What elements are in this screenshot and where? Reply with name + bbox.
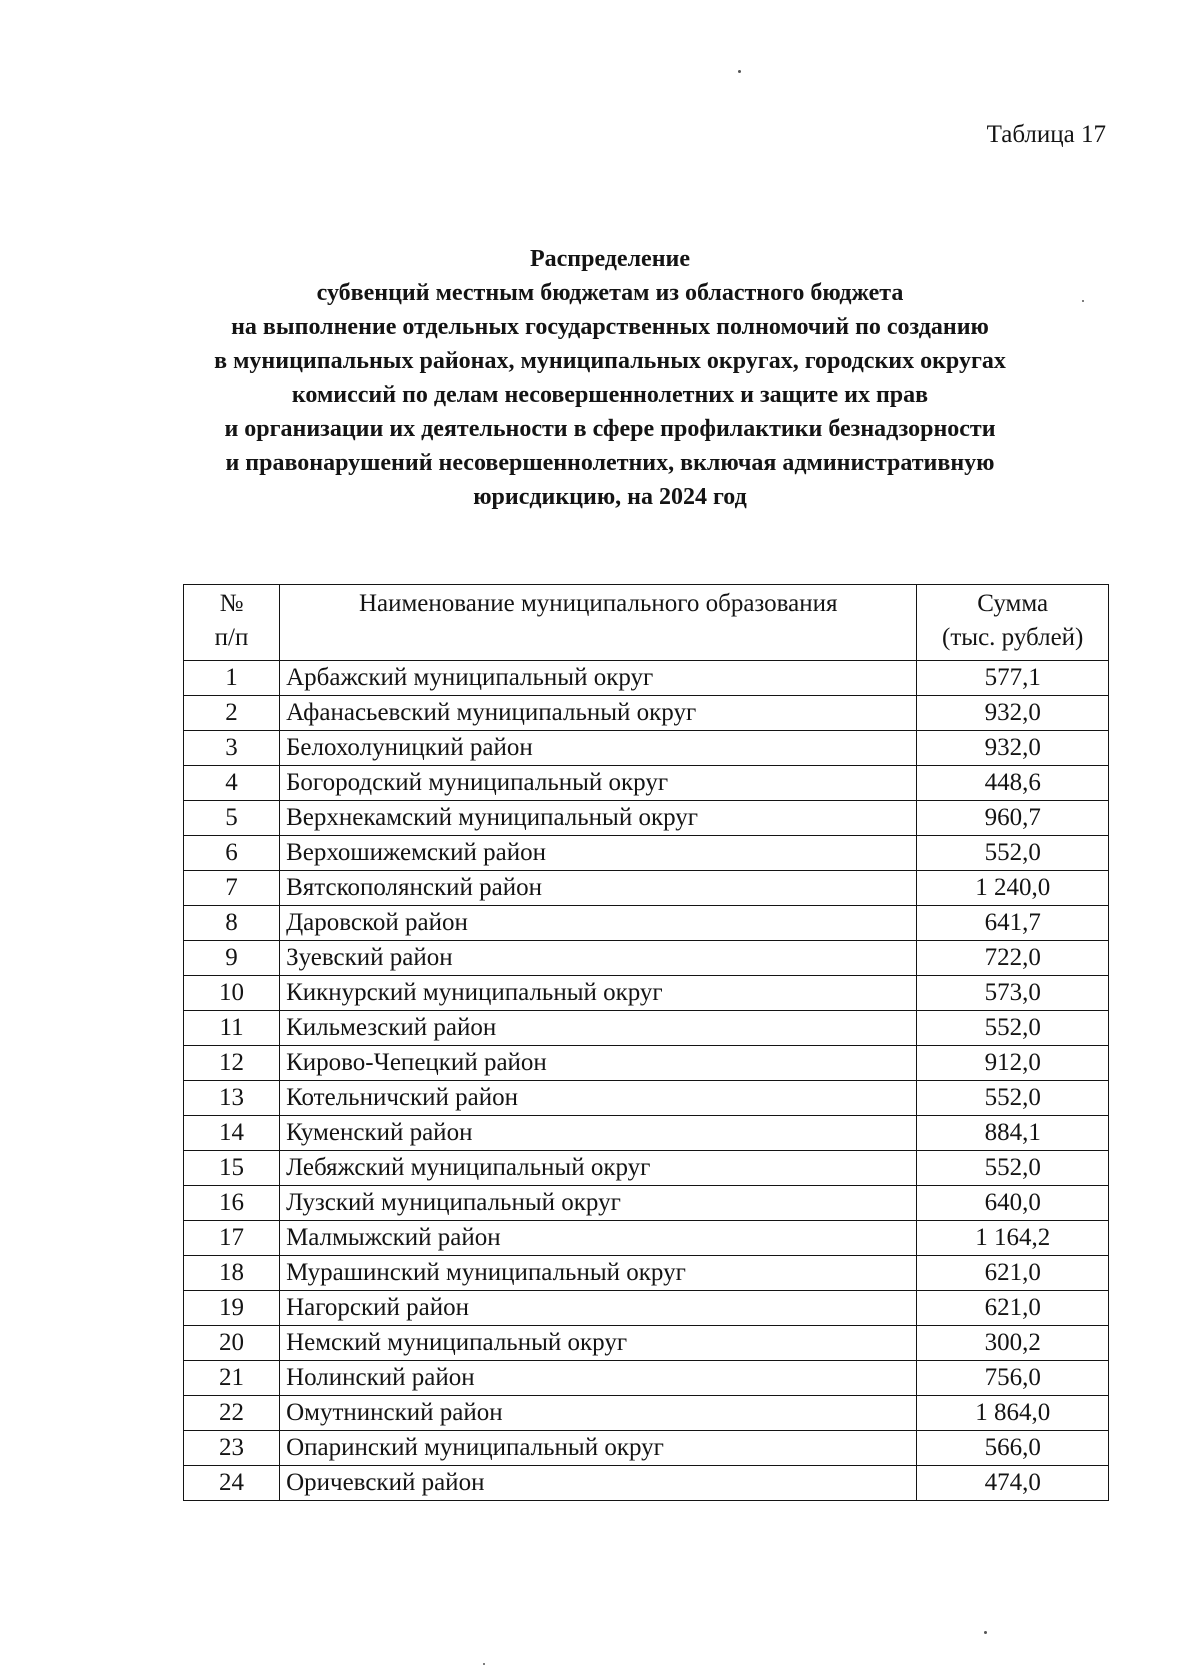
table-row — [184, 1011, 1109, 1046]
table-row — [184, 731, 1109, 766]
title-line: комиссий по делам несовершеннолетних и защите их прав — [291, 382, 929, 408]
cell-municipality-name: Вятскополянский район — [280, 871, 917, 906]
cell-municipality-name: Верхнекамский муниципальный округ — [280, 801, 917, 836]
column-header-name: Наименование муниципального образования — [280, 585, 917, 661]
cell-municipality-name: Кикнурский муниципальный округ — [280, 976, 917, 1011]
cell-number: 6 — [184, 836, 280, 871]
cell-sum: 448,6 — [917, 766, 1109, 801]
cell-municipality-name: Арбажский муниципальный округ — [280, 661, 917, 696]
cell-sum: 566,0 — [917, 1431, 1109, 1466]
cell-municipality-name: Кирово-Чепецкий район — [280, 1046, 917, 1081]
title-line: в муниципальных районах, муниципальных округах, городских округах — [214, 348, 1006, 374]
cell-number: 13 — [184, 1081, 280, 1116]
cell-number: 9 — [184, 941, 280, 976]
cell-number: 23 — [184, 1431, 280, 1466]
cell-sum: 573,0 — [917, 976, 1109, 1011]
cell-sum: 1 164,2 — [917, 1221, 1109, 1256]
document-title — [140, 242, 1080, 514]
table-row — [184, 1291, 1109, 1326]
cell-municipality-name: Куменский район — [280, 1116, 917, 1151]
cell-municipality-name: Белохолуницкий район — [280, 731, 917, 766]
cell-number: 21 — [184, 1361, 280, 1396]
title-line: и правонарушений несовершеннолетних, включая административную — [225, 450, 995, 476]
cell-municipality-name: Оричевский район — [280, 1466, 917, 1501]
table-row — [184, 906, 1109, 941]
table-row — [184, 1186, 1109, 1221]
table-row — [184, 1081, 1109, 1116]
cell-sum: 960,7 — [917, 801, 1109, 836]
cell-sum: 932,0 — [917, 731, 1109, 766]
cell-municipality-name: Зуевский район — [280, 941, 917, 976]
cell-number: 15 — [184, 1151, 280, 1186]
cell-municipality-name: Верхошижемский район — [280, 836, 917, 871]
cell-sum: 577,1 — [917, 661, 1109, 696]
table-row — [184, 1466, 1109, 1501]
title-line: субвенций местным бюджетам из областного бюджета — [316, 280, 904, 306]
table-row — [184, 1326, 1109, 1361]
cell-municipality-name: Немский муниципальный округ — [280, 1326, 917, 1361]
cell-municipality-name: Афанасьевский муниципальный округ — [280, 696, 917, 731]
cell-number: 17 — [184, 1221, 280, 1256]
cell-sum: 552,0 — [917, 836, 1109, 871]
title-line: юрисдикцию, на 2024 год — [473, 484, 747, 510]
cell-number: 24 — [184, 1466, 280, 1501]
cell-sum: 1 864,0 — [917, 1396, 1109, 1431]
column-header-sum-line1: Сумма — [977, 590, 1049, 617]
cell-number: 19 — [184, 1291, 280, 1326]
cell-sum: 621,0 — [917, 1291, 1109, 1326]
table-row — [184, 766, 1109, 801]
cell-municipality-name: Даровской район — [280, 906, 917, 941]
table-row — [184, 1046, 1109, 1081]
table-row — [184, 941, 1109, 976]
cell-municipality-name: Котельничский район — [280, 1081, 917, 1116]
column-header-number — [184, 585, 280, 661]
cell-number: 16 — [184, 1186, 280, 1221]
cell-number: 12 — [184, 1046, 280, 1081]
cell-number: 3 — [184, 731, 280, 766]
column-header-sum-line2: (тыс. рублей) — [942, 624, 1084, 651]
cell-sum: 474,0 — [917, 1466, 1109, 1501]
scan-speck — [483, 1663, 485, 1665]
cell-sum: 912,0 — [917, 1046, 1109, 1081]
cell-municipality-name: Малмыжский район — [280, 1221, 917, 1256]
scan-speck — [1082, 300, 1084, 302]
cell-municipality-name: Нолинский район — [280, 1361, 917, 1396]
title-line: на выполнение отдельных государственных полномочий по созданию — [231, 314, 989, 340]
table-header-row — [184, 585, 1109, 661]
cell-sum: 932,0 — [917, 696, 1109, 731]
table-row — [184, 1256, 1109, 1291]
table-row — [184, 1221, 1109, 1256]
cell-number: 14 — [184, 1116, 280, 1151]
cell-sum: 722,0 — [917, 941, 1109, 976]
cell-number: 22 — [184, 1396, 280, 1431]
table-row — [184, 1396, 1109, 1431]
cell-sum: 756,0 — [917, 1361, 1109, 1396]
column-header-number-line2: п/п — [214, 624, 249, 651]
cell-sum: 641,7 — [917, 906, 1109, 941]
table-row — [184, 1361, 1109, 1396]
cell-sum: 640,0 — [917, 1186, 1109, 1221]
table-row — [184, 1151, 1109, 1186]
cell-number: 4 — [184, 766, 280, 801]
cell-municipality-name: Лузский муниципальный округ — [280, 1186, 917, 1221]
table-body — [184, 661, 1109, 1501]
cell-municipality-name: Лебяжский муниципальный округ — [280, 1151, 917, 1186]
cell-sum: 300,2 — [917, 1326, 1109, 1361]
cell-number: 2 — [184, 696, 280, 731]
cell-number: 10 — [184, 976, 280, 1011]
cell-sum: 552,0 — [917, 1151, 1109, 1186]
cell-number: 7 — [184, 871, 280, 906]
title-line: Распределение — [529, 246, 691, 272]
cell-number: 11 — [184, 1011, 280, 1046]
table-row — [184, 801, 1109, 836]
cell-municipality-name: Опаринский муниципальный округ — [280, 1431, 917, 1466]
cell-sum: 1 240,0 — [917, 871, 1109, 906]
cell-municipality-name: Мурашинский муниципальный округ — [280, 1256, 917, 1291]
table-row — [184, 661, 1109, 696]
column-header-sum — [917, 585, 1109, 661]
cell-sum: 552,0 — [917, 1081, 1109, 1116]
table-row — [184, 871, 1109, 906]
cell-municipality-name: Кильмезский район — [280, 1011, 917, 1046]
table-row — [184, 1431, 1109, 1466]
scan-speck — [984, 1631, 987, 1634]
cell-municipality-name: Богородский муниципальный округ — [280, 766, 917, 801]
cell-municipality-name: Омутнинский район — [280, 1396, 917, 1431]
cell-number: 1 — [184, 661, 280, 696]
cell-sum: 884,1 — [917, 1116, 1109, 1151]
table-row — [184, 696, 1109, 731]
cell-number: 18 — [184, 1256, 280, 1291]
scan-speck — [738, 70, 741, 73]
column-header-number-line1: № — [219, 590, 244, 617]
cell-sum: 552,0 — [917, 1011, 1109, 1046]
cell-number: 20 — [184, 1326, 280, 1361]
cell-number: 8 — [184, 906, 280, 941]
subvention-table — [183, 584, 1109, 1501]
cell-sum: 621,0 — [917, 1256, 1109, 1291]
table-row — [184, 1116, 1109, 1151]
cell-number: 5 — [184, 801, 280, 836]
table-row — [184, 976, 1109, 1011]
title-line: и организации их деятельности в сфере профилактики безнадзорности — [224, 416, 996, 442]
table-row — [184, 836, 1109, 871]
cell-municipality-name: Нагорский район — [280, 1291, 917, 1326]
table-number-label: Таблица 17 — [986, 121, 1106, 148]
